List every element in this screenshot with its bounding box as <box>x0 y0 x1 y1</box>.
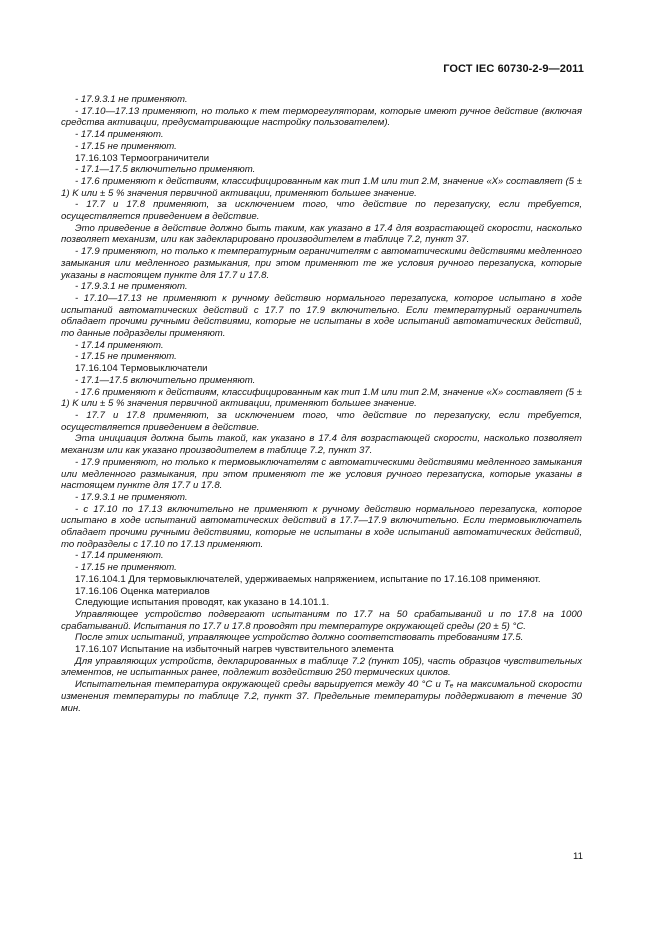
paragraph: - 17.9.3.1 не применяют. <box>75 94 188 105</box>
paragraph: - 17.15 не применяют. <box>75 140 177 152</box>
paragraph: - 17.9.3.1 не применяют. <box>75 491 188 503</box>
paragraph: - 17.6 применяют к действиям, классифицированным как тип 1.M или тип 2.M, значение «X» составляет (5 ± 1) K или ± 5 % значения первичной активации, применяют большее значение. <box>61 175 582 199</box>
paragraph: - 17.9 применяют, но только к термовыключателям с автоматическими действиями медленного замыкания или медленного размыкания, при этом применяют те же условия ручного перезапуска, которые указаны в настоящем пункте для 17.7 и 17.8. <box>61 456 582 492</box>
section-heading: 17.16.106 Оценка материалов <box>75 585 210 597</box>
paragraph: После этих испытаний, управляющее устройство должно соответствовать требованиям 17.5. <box>75 632 524 644</box>
paragraph: Эта инициация должна быть такой, как указано в 17.4 для возрастающей скорости, насколько позволяет механизм или как указано производителем в таблице 7.2, пункт 37. <box>61 433 582 457</box>
section-heading: 17.16.104.1 Для термовыключателей, удерживаемых напряжением, испытание по 17.16.108 применяют. <box>75 573 541 585</box>
document-header: ГОСТ IEC 60730-2-9—2011 <box>443 63 584 75</box>
paragraph: - 17.1—17.5 включительно применяют. <box>75 164 256 176</box>
paragraph: Это приведение в действие должно быть таким, как указано в 17.4 для возрастающей скорости, насколько позволяет механизм, или как задекларировано производителем в таблице 7.2, пункт 37. <box>61 222 582 246</box>
paragraph: - 17.14 применяют. <box>75 129 164 141</box>
paragraph: - с 17.10 по 17.13 включительно не применяют к ручному действию нормального перезапуска, которое испытано в ходе испытаний автоматических действий в 17.7—17.9 включительно. Если термовыключатель обладает прочими ручными действиями, которые не испытаны в ходе испытаний автоматических действий, то подразделы с 17.10 по 17.13 применяют. <box>61 503 582 550</box>
paragraph: - 17.15 не применяют. <box>75 351 177 363</box>
paragraph: - 17.7 и 17.8 применяют, за исключением того, что действие по перезапуску, если требуется, осуществляется приведением в действие. <box>61 409 582 433</box>
section-heading: 17.16.107 Испытание на избыточный нагрев чувствительного элемента <box>75 644 394 656</box>
page-number: 11 <box>573 851 583 862</box>
paragraph: Испытательная температура окружающей среды варьируется между 40 °C и Tₑ на максимальной скорости изменения температуры по таблице 7.2, пункт 37. Предельные температуры поддерживают в течение 30 мин. <box>61 679 582 714</box>
paragraph: - 17.10—17.13 применяют, но только к тем терморегуляторам, которые имеют ручное действие (включая средства активации, предусматривающие настройку пользователем). <box>61 105 582 129</box>
paragraph: - 17.15 не применяют. <box>75 562 177 574</box>
section-heading: 17.16.104 Термовыключатели <box>75 363 208 375</box>
paragraph: - 17.1—17.5 включительно применяют. <box>75 374 256 386</box>
paragraph: - 17.14 применяют. <box>75 550 164 562</box>
paragraph: - 17.9 применяют, но только к температурным ограничителям с автоматическими действиями медленного замыкания или медленного размыкания, при этом применяют те же условия ручного перезапуска, которые указаны в настоящем пункте для 17.7 и 17.8. <box>61 246 582 281</box>
section-heading: 17.16.103 Термоограничители <box>75 152 210 164</box>
paragraph: Управляющее устройство подвергают испытаниям по 17.7 на 50 срабатываний и по 17.8 на 1000 срабатываний. Испытания по 17.7 и 17.8 проводят при температуре окружающей среды (20 ± 5) °C. <box>61 608 582 632</box>
paragraph: - 17.7 и 17.8 применяют, за исключением того, что действие по перезапуску, если требуется, осуществляется приведением в действие. <box>61 199 582 223</box>
paragraph: Для управляющих устройств, декларированных в таблице 7.2 (пункт 105), часть образцов чувствительных элементов, не испытанных ранее, подлежит воздействию 250 термических циклов. <box>61 655 582 679</box>
paragraph: - 17.6 применяют к действиям, классифицированным как тип 1.M или тип 2.M, значение «X» составляет (5 ± 1) K или ± 5 % значения первичной активации, применяют большее значение. <box>61 386 582 410</box>
paragraph: Следующие испытания проводят, как указано в 14.101.1. <box>75 597 330 609</box>
document-body <box>61 94 582 714</box>
paragraph: - 17.9.3.1 не применяют. <box>75 281 188 293</box>
paragraph: - 17.10—17.13 не применяют к ручному действию нормального перезапуска, которое испытано в ходе испытаний автоматических действий с 17.7 по 17.9 включительно. Если температурный ограничитель обладает прочими ручными действиями, которые не испытаны в ходе испытаний автоматических действий, то данные подразделы применяют. <box>61 292 582 340</box>
paragraph: - 17.14 применяют. <box>75 339 164 351</box>
